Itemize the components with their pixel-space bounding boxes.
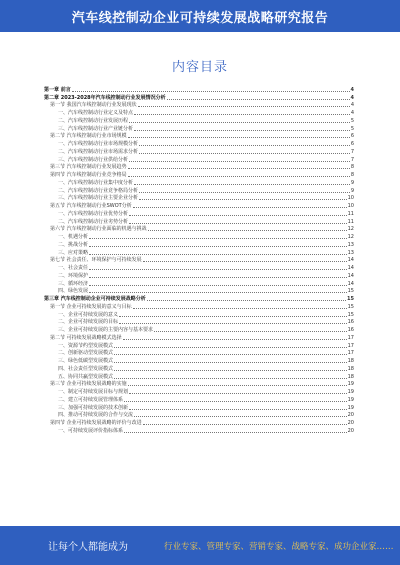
toc-leader-dots [89, 238, 347, 239]
toc-entry[interactable] [44, 380, 354, 388]
toc-entry[interactable] [44, 364, 354, 372]
toc-leader-dots [143, 424, 347, 425]
toc-page-number: 9 [350, 179, 354, 186]
toc-page-number: 12 [347, 234, 354, 240]
toc-page-number: 8 [350, 172, 354, 178]
toc-leader-dots [129, 122, 350, 123]
toc-entry[interactable] [44, 248, 354, 256]
toc-entry-text: 四、绿色发展 [58, 288, 89, 295]
toc-entry[interactable] [44, 178, 354, 186]
toc-entry[interactable] [44, 302, 354, 310]
toc-page-number: 5 [350, 125, 354, 132]
toc-entry-text: 三、循环经济 [58, 280, 89, 287]
toc-entry-text: 一、制定可持续发展目标与规划 [58, 389, 129, 395]
toc-entry[interactable] [44, 318, 354, 326]
toc-page-number: 6 [350, 133, 354, 140]
toc-entry[interactable] [44, 139, 354, 147]
toc-entry[interactable] [44, 240, 354, 248]
toc-entry-text: 一、汽车线控制动行业定义及特点 [58, 110, 134, 116]
toc-entry[interactable] [44, 279, 354, 287]
toc-entry[interactable] [44, 341, 354, 349]
toc-entry-text: 一、汽车线控制动行业市场规模分析 [58, 141, 139, 147]
toc-entry-text: 第二章 2023-2028年汽车线控制动行业发展情况分析 [44, 94, 166, 101]
toc-entry-text: 三、应对策略 [58, 249, 89, 256]
toc-leader-dots [89, 269, 347, 270]
toc-entry-text: 第四节 汽车线控制动行业竞争格局 [50, 172, 127, 178]
toc-entry-text: 一、社会责任 [58, 265, 89, 271]
toc-entry-text: 二、环境保护 [58, 272, 89, 279]
toc-page-number: 17 [347, 350, 354, 357]
toc-leader-dots [129, 215, 347, 216]
toc-entry[interactable] [44, 310, 354, 318]
toc-leader-dots [139, 145, 350, 146]
toc-entry[interactable] [44, 395, 354, 403]
toc-entry-text: 五、协同共赢型发展模式 [58, 373, 114, 380]
footer-slogan: 让每个人都能成为 [48, 542, 128, 553]
header-banner [0, 0, 400, 32]
toc-page-number: 4 [350, 102, 354, 109]
toc-leader-dots [139, 199, 347, 200]
toc-entry-text: 二、挑战分析 [58, 241, 89, 248]
toc-page-number: 7 [350, 148, 354, 155]
table-of-contents [44, 85, 354, 434]
toc-entry-text: 第六节 汽车线控制动行业面临的机遇与挑战 [50, 226, 147, 233]
toc-page-number: 19 [347, 396, 354, 403]
toc-leader-dots [114, 370, 347, 371]
toc-entry[interactable] [44, 387, 354, 395]
toc-leader-dots [89, 292, 347, 293]
toc-page-number: 18 [347, 373, 354, 380]
toc-entry-text: 一、企业可持续发展的意义 [58, 311, 119, 318]
toc-entry[interactable] [44, 217, 354, 225]
toc-page-number: 9 [350, 187, 354, 194]
toc-entry[interactable] [44, 271, 354, 279]
toc-entry[interactable] [44, 403, 354, 411]
toc-entry-text: 第三节 企业可持续发展战略的实施 [50, 381, 127, 388]
toc-entry[interactable] [44, 263, 354, 271]
toc-entry[interactable] [44, 155, 354, 163]
toc-leader-dots [129, 393, 347, 394]
toc-leader-dots [124, 432, 347, 433]
toc-page-number: 8 [350, 164, 354, 171]
toc-page-number: 13 [347, 241, 354, 248]
toc-page-number: 15 [347, 311, 354, 318]
toc-entry-text: 第三节 汽车线控制动行业发展趋势 [50, 164, 127, 171]
toc-page-number: 14 [347, 265, 354, 271]
toc-entry-text: 第四节 企业可持续发展战略的评价与改进 [50, 420, 142, 426]
toc-leader-dots [114, 354, 347, 355]
toc-entry[interactable] [44, 333, 354, 341]
toc-entry-text: 一、机遇分析 [58, 234, 89, 240]
toc-page-number: 6 [350, 141, 354, 147]
toc-page-number: 5 [350, 117, 354, 124]
toc-entry[interactable] [44, 108, 354, 116]
toc-page-number: 16 [347, 319, 354, 326]
toc-entry[interactable] [44, 294, 354, 302]
toc-page-number: 15 [347, 296, 354, 302]
toc-leader-dots [89, 277, 347, 278]
toc-page-number: 19 [347, 381, 354, 388]
toc-page-number: 4 [350, 86, 354, 93]
toc-entry[interactable] [44, 287, 354, 295]
toc-page-number: 20 [347, 427, 354, 434]
toc-leader-dots [128, 137, 350, 138]
toc-leader-dots [138, 106, 350, 107]
toc-page-number: 14 [347, 280, 354, 287]
toc-entry[interactable] [44, 356, 354, 364]
toc-leader-dots [128, 176, 350, 177]
toc-leader-dots [134, 130, 350, 131]
toc-leader-dots [119, 323, 347, 324]
toc-page-number: 15 [347, 288, 354, 295]
toc-entry-text: 一、资源节约型发展模式 [58, 342, 114, 349]
toc-leader-dots [134, 184, 350, 185]
toc-leader-dots [89, 254, 347, 255]
toc-leader-dots [139, 153, 350, 154]
toc-entry[interactable] [44, 170, 354, 178]
toc-entry-text: 一、可持续发展评价指标体系 [58, 427, 124, 434]
toc-page-number: 15 [347, 303, 354, 310]
toc-entry-text: 三、汽车线控制动行业产业链分析 [58, 125, 134, 132]
toc-page-number: 17 [347, 334, 354, 341]
toc-entry-text: 第五节 汽车线控制动行业SWOT分析 [50, 203, 132, 209]
toc-entry-text: 第二节 可持续发展战略模式选择 [50, 334, 122, 341]
toc-page-number: 14 [347, 272, 354, 279]
toc-entry-text: 三、加强可持续发展的技术创新 [58, 404, 129, 411]
toc-entry[interactable] [44, 256, 354, 264]
toc-page-number: 16 [347, 327, 354, 333]
toc-page-number: 13 [347, 249, 354, 256]
toc-leader-dots [143, 261, 347, 262]
toc-page-number: 18 [347, 358, 354, 364]
toc-entry[interactable] [44, 411, 354, 419]
toc-entry-text: 第七节 社会责任、环境保护与可持续发展 [50, 257, 142, 264]
toc-entry-text: 三、汽车线控制动行业供给分析 [58, 156, 129, 163]
toc-page-number: 11 [347, 218, 354, 225]
toc-entry-text: 四、推动可持续发展的合作与交流 [58, 412, 134, 419]
toc-leader-dots [114, 347, 347, 348]
toc-leader-dots [72, 91, 350, 92]
toc-entry[interactable] [44, 147, 354, 155]
toc-leader-dots [148, 230, 347, 231]
toc-page-number: 4 [350, 110, 354, 116]
toc-entry[interactable] [44, 372, 354, 380]
toc-page-number: 20 [347, 412, 354, 419]
toc-entry-text: 二、汽车线控制动行业竞争格局分析 [58, 187, 139, 194]
toc-entry-text: 三、汽车线控制动行业主要企业分析 [58, 195, 139, 202]
toc-entry[interactable] [44, 209, 354, 217]
toc-leader-dots [134, 114, 350, 115]
toc-entry-text: 第一节 企业可持续发展的意义与目标 [50, 303, 132, 310]
toc-leader-dots [128, 385, 347, 386]
toc-page-number: 19 [347, 389, 354, 395]
toc-entry[interactable] [44, 426, 354, 434]
toc-entry[interactable] [44, 85, 354, 93]
toc-entry-text: 第三章 汽车线控制动企业可持续发展战略分析 [44, 296, 146, 302]
toc-leader-dots [147, 300, 346, 301]
toc-entry-text: 第二节 汽车线控制动行业市场规模 [50, 133, 127, 140]
toc-leader-dots [114, 362, 347, 363]
toc-leader-dots [133, 207, 347, 208]
toc-entry-text: 二、汽车线控制动行业市场需求分析 [58, 148, 139, 155]
toc-entry-text: 二、汽车线控制动行业劣势分析 [58, 218, 129, 225]
toc-heading: 内容目录 [171, 60, 228, 75]
toc-entry-text: 一、汽车线控制动行业集中度分析 [58, 179, 134, 186]
toc-entry[interactable] [44, 101, 354, 109]
toc-leader-dots [124, 401, 347, 402]
toc-leader-dots [167, 99, 350, 100]
toc-entry-text: 一、汽车线控制动行业优势分析 [58, 210, 129, 217]
toc-page-number: 14 [347, 257, 354, 264]
toc-entry-text: 二、企业可持续发展的目标 [58, 319, 119, 326]
toc-page-number: 4 [350, 94, 354, 101]
toc-entry-text: 三、企业可持续发展的主要内容与基本要求 [58, 327, 154, 333]
toc-leader-dots [133, 308, 347, 309]
toc-leader-dots [89, 285, 347, 286]
toc-page-number: 12 [347, 226, 354, 233]
toc-leader-dots [129, 409, 347, 410]
toc-leader-dots [129, 161, 350, 162]
toc-entry-text: 四、社会责任型发展模式 [58, 365, 114, 372]
toc-entry[interactable] [44, 124, 354, 132]
toc-page-number: 10 [347, 195, 354, 202]
toc-entry[interactable] [44, 325, 354, 333]
toc-entry[interactable] [44, 186, 354, 194]
footer-banner [0, 526, 400, 565]
toc-entry-text: 二、创新驱动型发展模式 [58, 350, 114, 357]
report-title: 汽车线控制动企业可持续发展战略研究报告 [71, 10, 329, 26]
toc-entry[interactable] [44, 116, 354, 124]
toc-leader-dots [119, 316, 347, 317]
toc-page-number: 10 [347, 203, 354, 209]
toc-entry[interactable] [44, 194, 354, 202]
toc-entry-text: 第一节 我国汽车线控制动行业发展现状 [50, 102, 137, 109]
toc-leader-dots [139, 192, 350, 193]
toc-entry[interactable] [44, 132, 354, 140]
toc-entry[interactable] [44, 232, 354, 240]
toc-leader-dots [128, 168, 350, 169]
toc-entry[interactable] [44, 163, 354, 171]
toc-page-number: 20 [347, 420, 354, 426]
toc-page-number: 11 [347, 210, 354, 217]
toc-leader-dots [114, 378, 347, 379]
toc-entry-text: 二、汽车线控制动行业发展历程 [58, 117, 129, 124]
toc-leader-dots [129, 223, 347, 224]
toc-entry-text: 二、建立可持续发展管理体系 [58, 396, 124, 403]
toc-entry[interactable] [44, 225, 354, 233]
toc-page-number: 18 [347, 365, 354, 372]
toc-leader-dots [123, 339, 347, 340]
toc-entry[interactable] [44, 418, 354, 426]
toc-entry[interactable] [44, 93, 354, 101]
toc-page-number: 19 [347, 404, 354, 411]
toc-leader-dots [154, 331, 347, 332]
toc-leader-dots [134, 416, 347, 417]
toc-leader-dots [89, 246, 347, 247]
toc-page-number: 7 [350, 156, 354, 163]
footer-tagline: 行业专家、管理专家、营销专家、战略专家、成功企业家…… [164, 541, 394, 552]
toc-entry-text: 第一章 前言 [44, 86, 71, 93]
toc-page-number: 17 [347, 342, 354, 349]
toc-entry-text: 三、绿色低碳型发展模式 [58, 358, 114, 364]
toc-entry[interactable] [44, 349, 354, 357]
toc-entry[interactable] [44, 201, 354, 209]
